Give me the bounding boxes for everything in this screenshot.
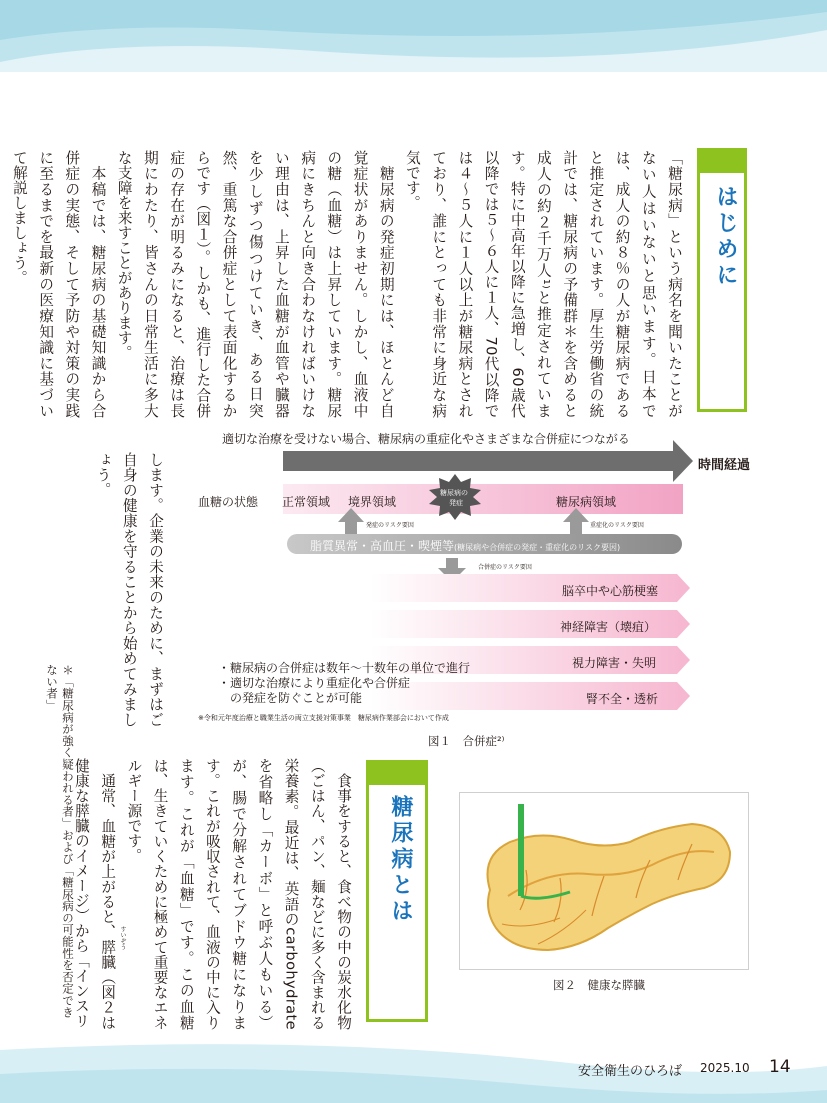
fig1-risk-small-right: 重症化のリスク要因	[590, 522, 644, 529]
fig1-complication-1: 脳卒中や心筋梗塞	[562, 584, 659, 598]
intro-paragraph-3: 本稿では、糖尿病の基礎知識から合併症の実態、そして予防や対策の実践に至るまでを最新の医療知識に基づいて解説しましょう。	[10, 150, 107, 418]
fig1-time-label: 時間経過	[698, 458, 751, 473]
fig1-complication-4: 腎不全・透析	[586, 692, 659, 706]
fig1-row-label: 血糖の状態	[198, 495, 259, 509]
footer-issue: 2025.10	[700, 1061, 750, 1075]
duct	[518, 804, 524, 896]
heading-tab	[700, 151, 744, 173]
fig1-note-3: の発症を防ぐことが可能	[218, 691, 363, 705]
fig1-note-1: ・糖尿病の合併症は数年～十数年の単位で進行	[218, 661, 471, 675]
fig1-complication-risk: 合併症のリスク要因	[478, 564, 532, 571]
about-paragraph-1: 食事をすると、食べ物の中の炭水化物（ごはん、パン、麺などに多く含まれる栄養素。最近は、英語のcarbohydrateを省略し「カーボ」と呼ぶ人もいる）が、腸で分解されてブドウ糖になります。これが吸収されて、血液の中に入ります。これが「血糖」です。この血糖は、生きていくために極めて重要なエネルギー源です。	[125, 758, 352, 1030]
fig1-complication-2: 神経障害（壊疽）	[560, 620, 657, 634]
fig1-normal-zone: 正常領域	[282, 495, 331, 509]
fig1-risk-small-left: 発症のリスク要因	[366, 522, 414, 529]
fig1-note-2: ・適切な治療により重症化や合併症	[218, 676, 411, 690]
heading-tab	[369, 763, 425, 785]
intro-paragraph-1: 「糖尿病」という病名を聞いたことがない人はいないと思います。日本では、成人の約８％の人が糖尿病であると推定されています。厚生労働省の統計では、糖尿病の予備群＊を含めると成人の約２千万人¹⁾と推定されています。特に中高年以降に急増し、60歳代以降では５～６人に１人、70代以降では４～５人に１人以上が糖尿病とされており、誰にとっても非常に身近な病気です。	[403, 150, 683, 418]
blood-sugar-bar	[283, 484, 683, 514]
figure-2-caption: 図２ 健康な膵臓	[553, 978, 645, 992]
fig1-risk-bar-sub-text: (糖尿病や合併症の発症・重症化のリスク要因)	[454, 543, 621, 552]
pancreas-illustration	[468, 800, 740, 962]
fig1-risk-bar-main	[310, 537, 620, 554]
intro-heading-box	[697, 148, 747, 412]
ruby-annotation: すいぞう	[119, 926, 126, 950]
fig1-complication-3: 視力障害・失明	[572, 656, 657, 670]
fig1-onset-line1: 糖尿病の	[440, 489, 468, 497]
about-paragraph-2: 通常、血糖が上がると、膵臓（図２は健康な膵臓のイメージ）から「インスリ	[72, 758, 117, 1030]
fig1-top-banner: 適切な治療を受けない場合、糖尿病の重症化やさまざまな合併症につながる	[222, 432, 630, 446]
fig1-diabetic-zone: 糖尿病領域	[556, 495, 617, 509]
about-heading-box	[366, 760, 428, 1022]
about-body-text	[72, 758, 356, 1030]
fig1-risk-bar-main-text: 脂質異常・高血圧・喫煙等	[310, 539, 455, 553]
intro-paragraph-2: 糖尿病の発症初期には、ほとんど自覚症状がありません。しかし、血液中の糖（血糖）は上昇しています。糖尿病にきちんと向き合わなければいけない理由は、上昇した血糖が血管や臓器を少しずつ傷つけていき、ある日突然、重篤な合併症として表面化するからです（図１）。しかも、進行した合併症の存在が明るみになると、治療は長期にわたり、皆さんの日常生活に多大な支障を来すことがあります。	[115, 150, 395, 418]
fig1-source: ※令和元年度治療と職業生活の両立支援対策事業 糖尿病作業部会において作成	[198, 714, 449, 722]
intro-continuation: します。企業の未来のために、まずはご自身の健康を守ることから始めてみましょう。	[94, 452, 164, 727]
footer-magazine-title: 安全衛生のひろば	[578, 1064, 683, 1079]
footer-page-number: 14	[769, 1057, 791, 1077]
footnote: ＊「糖尿病が強く疑われる者」および「糖尿病の可能性を否定できない者」	[45, 664, 75, 1018]
intro-heading: はじめに	[713, 185, 738, 289]
fig1-onset-line2: 発症	[449, 499, 463, 507]
fig1-borderline-zone: 境界領域	[348, 495, 397, 509]
top-decorative-band	[0, 0, 827, 72]
about-heading: 糖尿病とは	[388, 795, 413, 925]
intro-body-text	[10, 150, 687, 418]
figure-1-caption: 図１ 合併症²⁾	[428, 734, 505, 748]
